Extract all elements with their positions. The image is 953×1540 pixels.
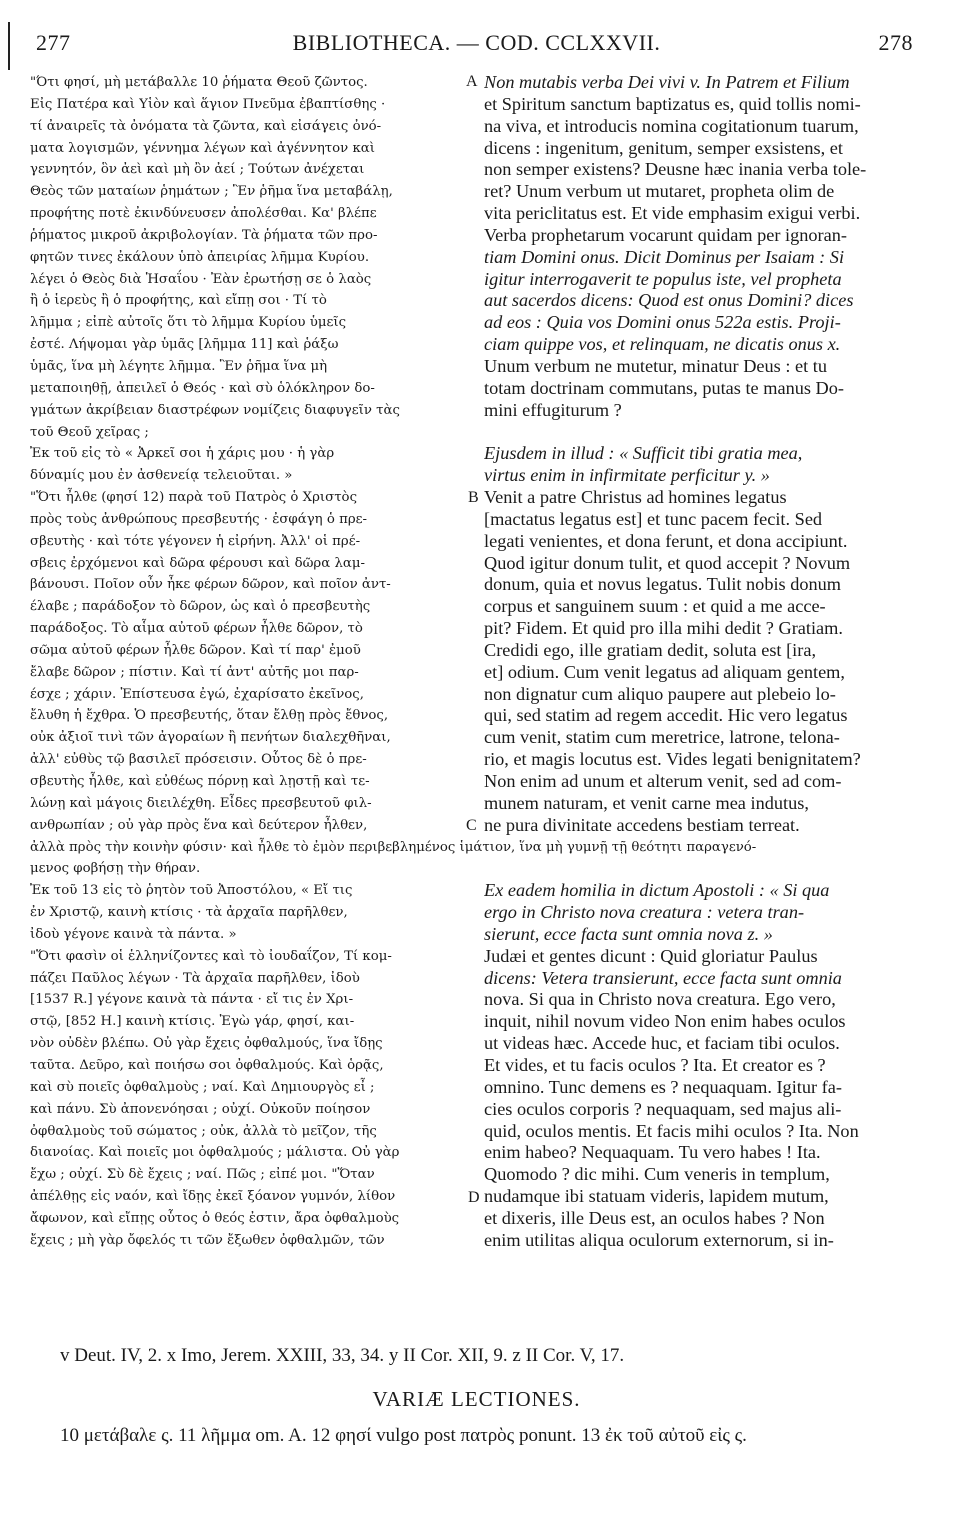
latin-text-line: cum venit, statim cum meretrice, latrone, telona- (484, 727, 840, 748)
latin-text-line: et dixeris, ille Deus est, an oculos habes ? Non (484, 1207, 825, 1228)
greek-text-line: Θεὸς τῶν ματαίων ῥημάτων ; Ἓν ῥῆμα ἵνα μεταβάλῃ, (30, 184, 393, 200)
margin-marker-c: C (466, 817, 477, 834)
greek-text-line: σβευτὴς · καὶ τότε γέγονεν ἡ εἰρήνη. Ἀλλ' οἱ πρέ- (30, 533, 361, 549)
greek-text-line: ματα λογισμῶν, γέννημα λέγων καὶ ἀγέννητον καὶ (30, 140, 375, 156)
latin-text-line: igitur interrogaverit te populus iste, vel propheta (484, 268, 842, 289)
greek-text-line: λέγει ὁ Θεὸς διὰ Ἡσαΐου · Ἐὰν ἐρωτήσῃ σε ὁ λαὸς (30, 271, 372, 287)
latin-text-line: legati venientes, et dona ferunt, et dona accipiunt. (484, 530, 848, 551)
latin-text-line: Unum verbum ne mutetur, minatur Deus : et tu (484, 355, 827, 376)
greek-text-line: Ἐκ τοῦ εἰς τὸ « Ἀρκεῖ σοι ἡ χάρις μου · ἡ γὰρ (30, 446, 335, 462)
greek-text-line: ταῦτα. Δεῦρο, καὶ ποιήσω σοι ὀφθαλμούς. Καὶ ὁρᾷς, (30, 1057, 384, 1073)
latin-text-line: ret? Unum verbum ut mutaret, propheta olim de (484, 181, 835, 202)
latin-text-line: rio, et magis locutus est. Vides legati benignitatem? (484, 749, 861, 770)
greek-text-line: "Ὅτι ἦλθε (φησί 12) παρὰ τοῦ Πατρὸς ὁ Χριστὸς (30, 490, 358, 506)
left-page-number: 277 (36, 30, 71, 55)
latin-text-line: vita periclitatus est. Et vide emphasim exigui verbi. (484, 203, 861, 224)
margin-marker-d: D (468, 1189, 480, 1206)
latin-text-line: Non enim ad unum et alterum venit, sed ad com- (484, 771, 842, 791)
latin-text-line: inquit, nihil novum video Non enim habes oculos (484, 1011, 846, 1032)
latin-text-line: et] odium. Cum venit legatus ad aliquam gentem, (484, 661, 845, 682)
margin-marker-a: A (466, 73, 478, 90)
greek-text-line: διανοίας. Καὶ ποιεῖς μοι ὀφθαλμούς ; μάλιστα. Οὐ γὰρ (30, 1145, 400, 1161)
greek-text-line: καὶ σὺ ποιεῖς ὀφθαλμοὺς ; ναί. Καὶ Δημιουργὸς εἶ ; (30, 1079, 375, 1095)
greek-text-line: σβεις ἐρχόμενοι καὶ δῶρα φέρουσι καὶ δῶρα λαμ- (30, 555, 365, 571)
latin-text-line: totam doctrinam commutans, putas te manus Do- (484, 377, 844, 398)
latin-text-line: Credidi ego, ille gratiam dedit, soluta est [ira, (484, 639, 817, 660)
greek-text-line: γεννητόν, ὃν ἀεὶ καὶ μὴ ὂν ἀεί ; Τούτων ἀνέχεται (30, 162, 365, 178)
greek-text-line: ἄφωνον, καὶ εἴπῃς οὗτος ὁ θεός ἐστιν, ἄρα ὀφθαλμοὺς (30, 1210, 400, 1226)
greek-text-line: ἔχω ; οὐχί. Σὺ δὲ ἔχεις ; ναί. Πῶς ; εἰπέ μοι. "Ὅταν (30, 1167, 375, 1183)
greek-text-line: πάζει Παῦλος λέγων · Τὰ ἀρχαῖα παρῆλθεν, ἰδοὺ (30, 970, 360, 986)
greek-text-line: ὀφθαλμοὺς τοῦ σώματος ; οὐκ, ἀλλὰ τὸ μεῖζον, τῆς (30, 1123, 377, 1139)
latin-text-line: ad eos : Quia vos Domini onus 522a estis. Proji- (484, 312, 841, 333)
latin-text-line: Verba prophetarum vocarunt quidam per ignoran- (484, 224, 847, 245)
latin-text-line: pit? Fidem. Et quid pro illa mihi dedit ? Gratiam. (484, 618, 843, 639)
latin-text-line: Non mutabis verba Dei vivi v. In Patrem et Filium (484, 72, 850, 92)
greek-text-line: σῶμα αὐτοῦ φέρων ἦλθε δῶρον. Καὶ τί παρ' ἐμοῦ (30, 642, 361, 658)
greek-text-line: προφήτης ποτὲ ἐκινδύνευσεν ἀπολέσθαι. Κα' βλέπε (30, 206, 377, 222)
latin-text-line: Ejusdem in illud : « Sufficit tibi gratia mea, (484, 443, 803, 464)
latin-text-line: dicens: Vetera transierunt, ecce facta sunt omnia (484, 967, 842, 988)
greek-text-line: ἰδοὺ γέγονε καινὰ τὰ πάντα. » (30, 926, 237, 942)
latin-text-line: enim habeo? Nequaquam. Tu vero habes ! Ita. (484, 1142, 821, 1163)
greek-text-line: στῷ, [852 H.] καινὴ κτίσις. Ἐγὼ γάρ, φησί, και- (30, 1014, 355, 1030)
greek-text-line: ὑμᾶς, ἵνα μὴ λέγητε λῆμμα. Ἓν ῥῆμα ἵνα μὴ (30, 358, 328, 374)
latin-text-line: mini effugiturum ? (484, 399, 622, 420)
variae-lectiones-heading: VARIÆ LECTIONES. (372, 1387, 581, 1411)
greek-text-line: μενος φοβήσῃ τὴν θήραν. (30, 861, 201, 877)
latin-text-line: Ex eadem homilia in dictum Apostoli : « Si qua (484, 880, 830, 901)
variae-lectiones-text: 10 μετάβαλε ς. 11 λῆμμα om. A. 12 φησί vulgo post πατρὸς ponunt. 13 ἐκ τοῦ αὐτοῦ εἰς ς. (60, 1425, 747, 1446)
latin-text-line: munem naturam, et venit carne mea indutus, (484, 792, 809, 813)
latin-text-line: [mactatus legatus est] et tunc pacem fecit. Sed (484, 508, 823, 529)
latin-text-line: non dignatur cum aliquo paupere aut plebeio lo- (484, 683, 836, 704)
greek-text-line: ἐστέ. Λήψομαι γὰρ ὑμᾶς [λῆμμα 11] καὶ ῥάξω (30, 337, 339, 353)
greek-text-line: πρὸς τοὺς ἀνθρώπους πρεσβευτής · ἐσφάγη ὁ πρε- (30, 511, 368, 527)
greek-text-line: ἐν Χριστῷ, καινὴ κτίσις · τὰ ἀρχαῖα παρῆλθεν, (30, 905, 348, 921)
latin-text-line: na viva, et introducis nomina cogitationum tuarum, (484, 115, 859, 136)
greek-text-line: ἀλλὰ πρὸς τὴν κοινὴν φύσιν· καὶ ἦλθε τὸ ἐμὸν περιβεβλημένος ἱμάτιον, ἵνα μὴ γυμνῇ τῇ θεότητι παραγενό- (30, 839, 757, 855)
margin-marker-b: B (468, 489, 479, 506)
latin-text-line: quid, oculos mentis. Et facis mihi oculos ? Ita. Non (484, 1120, 859, 1141)
latin-text-line (484, 858, 918, 880)
latin-text-line: omnino. Tunc demens es ? nequaquam. Igitur fa- (484, 1076, 842, 1097)
greek-text-line: ἀλλ' εὐθὺς τῷ βασιλεῖ πρόσεισιν. Οὗτος δὲ ὁ πρε- (30, 752, 367, 768)
greek-text-line: λώνῃ καὶ μάγοις διειλέχθη. Εἶδες πρεσβευτοῦ φιλ- (30, 795, 372, 811)
footnotes: v Deut. IV, 2. x Imo, Jerem. XXIII, 33, 34. y II Cor. XII, 9. z II Cor. V, 17. (60, 1345, 625, 1366)
latin-text-line: donum, quia et novus legatus. Tulit nobis donum (484, 574, 842, 595)
greek-text-line: φητῶν τινες ἐκάλουν ὑπὸ ἀπειρίας λῆμμα Κυρίου. (30, 249, 370, 265)
greek-text-line: ἔλυθη ἡ ἔχθρα. Ὁ πρεσβευτής, ὅταν ἔλθῃ πρὸς ἔθνος, (30, 708, 389, 724)
latin-text-line: nudamque ibi statuam videris, lapidem mutum, (484, 1186, 829, 1207)
greek-text-line: λῆμμα ; εἰπὲ αὐτοῖς ὅτι τὸ λῆμμα Κυρίου ὑμεῖς (30, 315, 347, 331)
greek-text-line: ἢ ὁ ἱερεὺς ἢ ὁ προφήτης, καὶ εἴπῃ σοι · Τί τὸ (30, 293, 327, 309)
latin-column (484, 72, 918, 1252)
latin-text-line: aut sacerdos dicens: Quod est onus Domini? dices (484, 290, 854, 311)
greek-text-line: δύναμίς μου ἐν ἀσθενείᾳ τελειοῦται. » (30, 468, 293, 484)
latin-text-line: ne pura divinitate accedens bestiam terreat. (484, 814, 800, 835)
greek-text-line: σβευτὴς ἦλθε, καὶ εὐθέως πόρνῃ καὶ λῃστῇ καὶ τε- (30, 774, 370, 789)
latin-text-line: cies oculos corporis ? nequaquam, sed majus ali- (484, 1098, 842, 1119)
greek-text-line: καὶ πάνυ. Σὺ ἀπονενόησαι ; οὐχί. Οὐκοῦν ποίησον (30, 1101, 371, 1117)
latin-text-line: nova. Si qua in Christo nova creatura. Ego vero, (484, 989, 836, 1010)
greek-text-line: παράδοξος. Τὸ αἷμα αὐτοῦ φέρων ἦλθε δῶρον, τὸ (30, 621, 363, 637)
latin-text-line (484, 422, 918, 444)
latin-text-line: tiam Domini onus. Dicit Dominus per Isaiam : Si (484, 246, 845, 267)
latin-text-line: Judæi et gentes dicunt : Quid gloriatur Paulus (484, 945, 818, 966)
latin-text-line: qui, sed statim ad regem accedit. Hic vero legatus (484, 705, 848, 726)
greek-text-line: μεταποιηθῇ, ἀπειλεῖ ὁ Θεός · καὶ σὺ ὁλόκληρον δο- (30, 380, 375, 396)
latin-text-line: Quomodo ? dic mihi. Cum veneris in templum, (484, 1164, 830, 1185)
greek-text-line: τοῦ Θεοῦ χεῖρας ; (30, 424, 149, 440)
greek-text-line: ἔλαβε δῶρον ; πίστιν. Καὶ τί ἀντ' αὐτῆς μοι παρ- (30, 664, 359, 680)
greek-text-line: [1537 R.] γέγονε καινὰ τὰ πάντα · εἴ τις ἐν Χρι- (30, 992, 354, 1008)
greek-text-line: έσχε ; χάριν. Ἐπίστευσα ἐγώ, ἐχαρίσατο ἐκεῖνος, (30, 686, 364, 702)
greek-text-line: ἔχεις ; μὴ γὰρ ὄφελός τι τῶν ἔξωθεν ὀφθαλμῶν, τῶν (30, 1232, 385, 1248)
greek-text-line: βάνουσι. Ποῖον οὖν ἦκε φέρων δῶρον, καὶ ποῖον ἀντ- (30, 577, 391, 593)
greek-text-line: Ἐκ τοῦ 13 εἰς τὸ ῥητὸν τοῦ Ἀποστόλου, « Εἴ τις (30, 883, 353, 899)
greek-text-line: τί ἀναιρεῖς τὰ ὀνόματα τὰ ζῶντα, καὶ εἰσάγεις ὀνό- (30, 118, 382, 134)
latin-text-line: ut videas hæc. Accede huc, et faciam tibi oculos. (484, 1033, 840, 1054)
right-page-number: 278 (878, 30, 913, 55)
latin-text-line: sierunt, ecce facta sunt omnia nova z. » (484, 923, 773, 944)
latin-text-line: et Spiritum sanctum baptizatus es, quid tollis nomi- (484, 93, 861, 114)
latin-text-line: Venit a patre Christus ad homines legatus (484, 487, 787, 508)
greek-text-line: οὐκ ἀξιοῖ τινὶ τῶν ἀγοραίων ἢ πενήτων διαλεχθῆναι, (30, 730, 391, 746)
greek-text-line: έλαβε ; παράδοξον τὸ δῶρον, ὡς καὶ ὁ πρεσβευτὴς (30, 599, 371, 615)
latin-text-line: dicens : ingenitum, genitum, semper exsistens, et (484, 137, 843, 158)
latin-text-line: enim utilitas aliqua oculorum externorum, si in- (484, 1229, 834, 1250)
greek-text-line: γμάτων ἀκρίβειαν διαστρέφων νομίζεις διαφυγεῖν τὰς (30, 402, 400, 418)
latin-text-line: ergo in Christo nova creatura : vetera tran- (484, 902, 805, 923)
running-title: BIBLIOTHECA. — COD. CCLXXVII. (292, 30, 661, 55)
greek-text-line: ανθρωπίαν ; οὐ γὰρ πρὸς ἕνα καὶ δεύτερον ἦλθεν, (30, 817, 368, 833)
greek-text-line: "Ὅτι φασὶν οἱ ἑλληνίζοντες καὶ τὸ ἰουδαΐζον, Τί κομ- (30, 948, 392, 964)
latin-text-line: virtus enim in infirmitate perficitur y. » (484, 465, 770, 486)
greek-text-line: Εἰς Πατέρα καὶ Υἱὸν καὶ ἅγιον Πνεῦμα ἐβαπτίσθης · (30, 96, 386, 112)
greek-text-line: ἀπέλθῃς εἰς ναόν, καὶ ἴδῃς ἐκεῖ ξόανον γυμνόν, λίθον (30, 1189, 396, 1205)
latin-text-line: Quod igitur donum tulit, et quod accepit ? Novum (484, 552, 851, 573)
greek-text-line: νὸν οὐδὲν βλέπω. Οὐ γὰρ ἔχεις ὀφθαλμούς, ἵνα ἴδῃς (30, 1036, 383, 1052)
latin-text-line: ciam quippe vos, et relinquam, ne dicatis onus x. (484, 334, 841, 355)
greek-text-line: ῥήματος μικροῦ ἀκριβολογίαν. Τὰ ῥήματα τῶν προ- (30, 227, 378, 243)
greek-text-line: "Ότι φησί, μὴ μετάβαλλε 10 ῥήματα Θεοῦ ζῶντος. (30, 75, 368, 90)
latin-text-line: non semper existens? Deusne hæc inania verba tole- (484, 159, 867, 180)
latin-text-line: Et vides, et tu facis oculos ? Ita. Et creator es ? (484, 1054, 826, 1075)
latin-text-line: corpus et sanguinem suum : et quid a me acce- (484, 596, 826, 617)
